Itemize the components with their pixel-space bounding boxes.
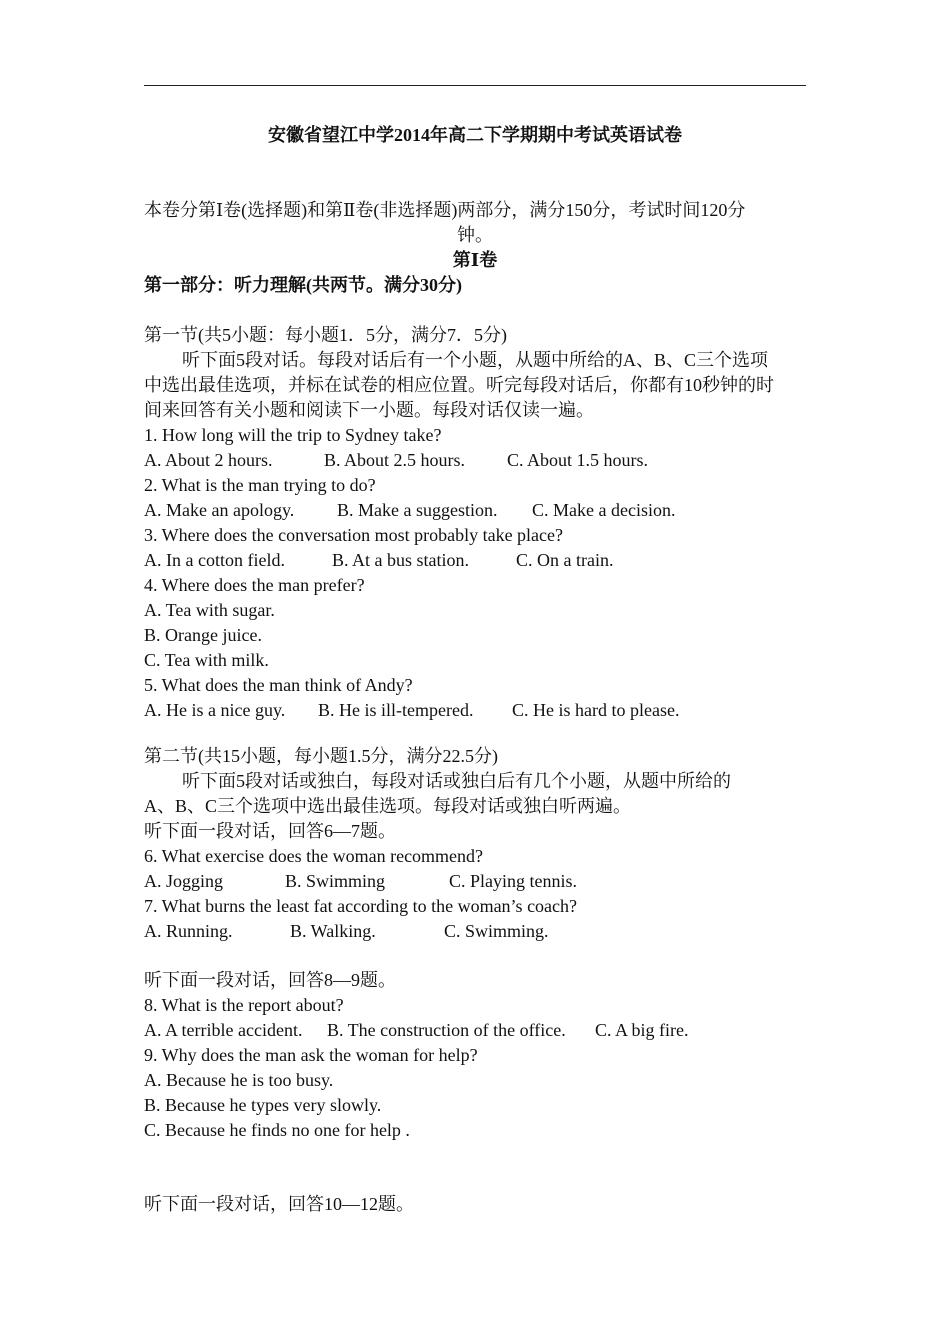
section2-instruction-1: 听下面5段对话或独白，每段对话或独白后有几个小题，从题中所给的 — [182, 771, 731, 791]
question-9-option-c: C. Because he finds no one for help . — [144, 1120, 410, 1140]
option-a: A. Make an apology. — [144, 500, 295, 520]
option-b: B. The construction of the office. — [327, 1020, 566, 1040]
option-a: A. A terrible accident. — [144, 1020, 303, 1040]
question-7-options — [144, 919, 806, 944]
question-4: 4. Where does the man prefer? — [144, 575, 365, 595]
option-b: B. Walking. — [290, 921, 376, 941]
question-9-option-a: A. Because he is too busy. — [144, 1070, 334, 1090]
header-rule — [144, 85, 806, 86]
question-1: 1. How long will the trip to Sydney take? — [144, 425, 442, 445]
section1-instruction-1: 听下面5段对话。每段对话后有一个小题，从题中所给的A、B、C三个选项 — [182, 350, 769, 370]
option-b: B. At a bus station. — [332, 550, 470, 570]
option-a: A. He is a nice guy. — [144, 700, 286, 720]
option-b: B. Swimming — [285, 871, 386, 891]
section1-heading: 第一节(共5小题：每小题1．5分，满分7．5分) — [144, 325, 507, 345]
option-c: C. He is hard to please. — [512, 700, 680, 720]
question-2-options — [144, 498, 806, 523]
section2-instruction-2: A、B、C三个选项中选出最佳选项。每段对话或独白听两遍。 — [144, 796, 632, 816]
option-b: B. Make a suggestion. — [337, 500, 498, 520]
option-c: C. Swimming. — [444, 921, 549, 941]
group-8-9-heading: 听下面一段对话，回答8—9题。 — [144, 970, 396, 990]
question-2: 2. What is the man trying to do? — [144, 475, 376, 495]
question-5-options — [144, 698, 806, 723]
section1-instruction-2: 中选出最佳选项，并标在试卷的相应位置。听完每段对话后，你都有10秒钟的时 — [144, 375, 774, 395]
question-5: 5. What does the man think of Andy? — [144, 675, 413, 695]
option-c: C. Make a decision. — [532, 500, 676, 520]
option-a: A. About 2 hours. — [144, 450, 273, 470]
question-8-options — [144, 1018, 806, 1043]
question-6: 6. What exercise does the woman recommend? — [144, 846, 484, 866]
group-6-7-heading: 听下面一段对话，回答6—7题。 — [144, 821, 396, 841]
intro-line-2: 钟。 — [457, 225, 493, 245]
question-9: 9. Why does the man ask the woman for help? — [144, 1045, 478, 1065]
volume-heading: 第Ⅰ卷 — [452, 250, 498, 270]
question-3: 3. Where does the conversation most probably take place? — [144, 525, 564, 545]
option-a: A. In a cotton field. — [144, 550, 285, 570]
option-c: C. About 1.5 hours. — [507, 450, 649, 470]
option-a: A. Running. — [144, 921, 233, 941]
section2-heading: 第二节(共15小题，每小题1.5分，满分22.5分) — [144, 746, 498, 766]
question-4-option-a: A. Tea with sugar. — [144, 600, 275, 620]
question-1-options — [144, 448, 806, 473]
question-3-options — [144, 548, 806, 573]
page-title: 安徽省望江中学2014年高二下学期期中考试英语试卷 — [268, 125, 682, 145]
intro-line-1: 本卷分第Ⅰ卷(选择题)和第Ⅱ卷(非选择题)两部分，满分150分，考试时间120分 — [144, 200, 746, 220]
question-4-option-c: C. Tea with milk. — [144, 650, 269, 670]
option-c: C. A big fire. — [595, 1020, 689, 1040]
question-8: 8. What is the report about? — [144, 995, 344, 1015]
option-b: B. About 2.5 hours. — [324, 450, 466, 470]
group-10-12-heading: 听下面一段对话，回答10—12题。 — [144, 1194, 414, 1214]
question-4-option-b: B. Orange juice. — [144, 625, 262, 645]
option-c: C. On a train. — [516, 550, 614, 570]
option-a: A. Jogging — [144, 871, 224, 891]
option-b: B. He is ill-tempered. — [318, 700, 474, 720]
question-7: 7. What burns the least fat according to the woman’s coach? — [144, 896, 578, 916]
question-6-options — [144, 869, 806, 894]
question-9-option-b: B. Because he types very slowly. — [144, 1095, 382, 1115]
option-c: C. Playing tennis. — [449, 871, 578, 891]
section1-instruction-3: 间来回答有关小题和阅读下一小题。每段对话仅读一遍。 — [144, 400, 594, 420]
part1-heading: 第一部分：听力理解(共两节。满分30分) — [144, 275, 462, 295]
